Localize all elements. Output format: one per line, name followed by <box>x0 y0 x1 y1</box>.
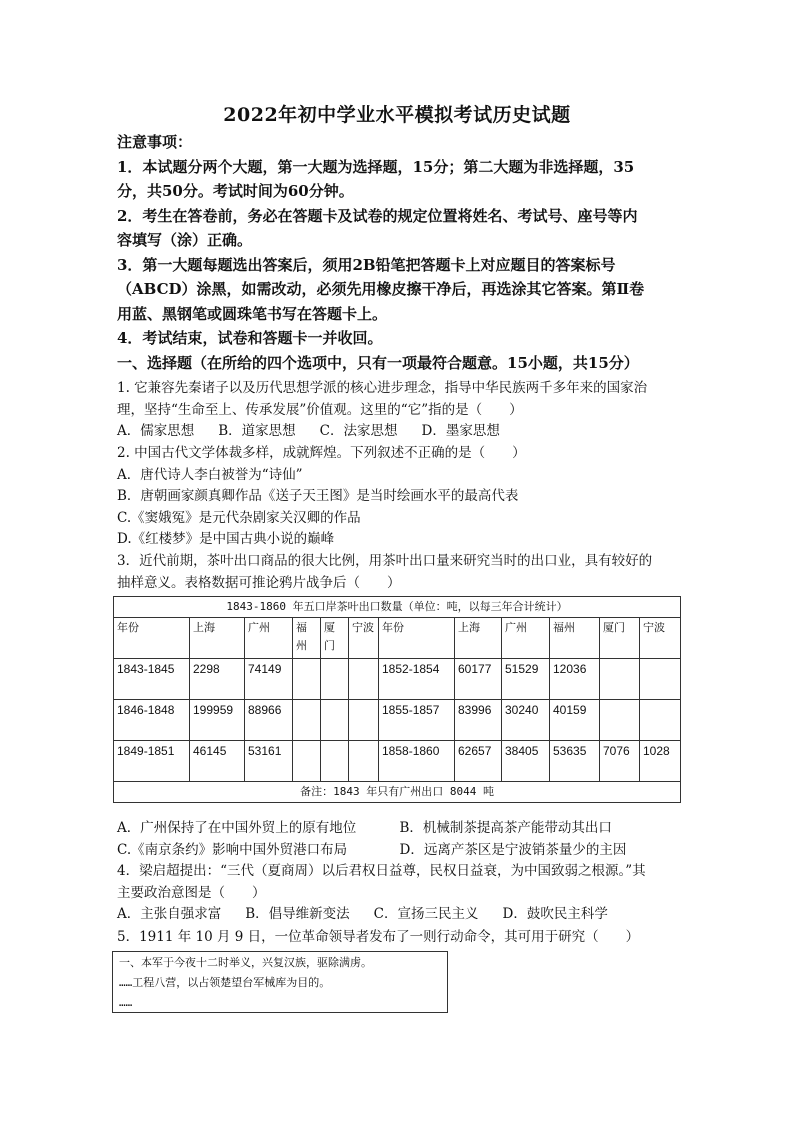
option-c: C.《南京条约》影响中国外贸港口布局 <box>117 841 348 858</box>
question-3-options <box>117 818 682 861</box>
table-cell: 46145 <box>190 741 245 782</box>
question-stem: 主要政治意图是（ ） <box>117 884 266 901</box>
option-d: D．鼓吹民主科学 <box>502 906 608 922</box>
table-cell <box>293 659 321 700</box>
notes-line: 4．考试结束，试卷和答题卡一并收回。 <box>117 329 383 347</box>
table-cell: 51529 <box>502 659 550 700</box>
question-stem: 理，坚持“生命至上、传承发展”价值观。这里的“它”指的是（ ） <box>117 401 523 418</box>
table-cell: 1849-1851 <box>114 741 190 782</box>
table-cell <box>600 700 640 741</box>
table-cell: 53161 <box>245 741 293 782</box>
table-cell: 40159 <box>550 700 600 741</box>
table-cell <box>349 659 379 700</box>
option-d: D．远离产茶区是宁波销茶量少的主因 <box>399 841 627 858</box>
notes-line: 3．第一大题每题选出答案后，须用2B铅笔把答题卡上对应题目的答案标号 <box>117 255 616 274</box>
option-b: B．机械制茶提高茶产能带动其出口 <box>399 820 612 836</box>
table-cell: 1843-1845 <box>114 659 190 700</box>
options-row <box>117 421 682 443</box>
question-2 <box>117 443 682 551</box>
table-cell: 199959 <box>190 700 245 741</box>
question-stem: 5．1911 年 10 月 9 日，一位革命领导者发布了一则行动命令，其可用于研究（ ） <box>117 929 640 945</box>
table-note: 备注：1843 年只有广州出口 8044 吨 <box>114 782 681 803</box>
table-cell: 83996 <box>455 700 502 741</box>
table-row <box>114 741 681 782</box>
table-row <box>114 700 681 741</box>
table-cell: 1852-1854 <box>379 659 455 700</box>
question-stem: 1. 它兼容先秦诸子以及历代思想学派的核心进步理念，指导中华民族两千多年来的国家治 <box>117 380 648 396</box>
order-line: ……工程八营，以占领楚望台军械库为目的。 <box>119 976 331 989</box>
question-3-stem <box>117 551 682 594</box>
notes-heading: 注意事项： <box>117 133 193 151</box>
table-header: 年份 <box>114 618 190 659</box>
table-cell: 88966 <box>245 700 293 741</box>
question-stem: 抽样意义。表格数据可推论鸦片战争后（ ） <box>117 574 401 591</box>
table-header: 广州 <box>245 618 293 659</box>
table-cell <box>640 700 681 741</box>
table-cell <box>349 741 379 782</box>
table-cell: 30240 <box>502 700 550 741</box>
option-c: C．宣扬三民主义 <box>373 906 479 922</box>
table-header: 福州 <box>293 618 321 659</box>
exam-notes <box>117 130 682 375</box>
notes-line: 分，共50分。考试时间为60分钟。 <box>117 182 354 200</box>
order-line: 一、本军于今夜十二时举义，兴复汉族，驱除满虏。 <box>119 956 372 969</box>
table-header: 广州 <box>502 618 550 659</box>
option-b: B．唐朝画家颜真卿作品《送子天王图》是当时绘画水平的最高代表 <box>117 488 519 504</box>
question-1 <box>117 378 682 443</box>
options-row <box>117 840 682 862</box>
table-cell: 12036 <box>550 659 600 700</box>
table-cell <box>293 741 321 782</box>
question-stem: 3．近代前期，茶叶出口商品的很大比例，用茶叶出口量来研究当时的出口业，具有较好的 <box>117 553 653 569</box>
tea-export-table <box>113 596 681 803</box>
question-stem: 2. 中国古代文学体裁多样，成就辉煌。下列叙述不正确的是（ ） <box>117 445 526 461</box>
notes-line: 容填写（涂）正确。 <box>117 231 253 249</box>
table-cell: 1028 <box>640 741 681 782</box>
options-row <box>117 904 682 926</box>
table-row <box>114 659 681 700</box>
table-cell <box>293 700 321 741</box>
table-cell: 1846-1848 <box>114 700 190 741</box>
option-a: A．儒家思想 <box>117 423 195 439</box>
option-a: A．广州保持了在中国外贸上的原有地位 <box>117 820 357 836</box>
option-a: A．唐代诗人李白被誉为“诗仙” <box>117 466 303 483</box>
notes-line: 2．考生在答卷前，务必在答题卡及试卷的规定位置将姓名、考试号、座号等内 <box>117 206 638 225</box>
table-cell: 1855-1857 <box>379 700 455 741</box>
table-header: 上海 <box>455 618 502 659</box>
table-header: 宁波 <box>349 618 379 659</box>
table-cell <box>321 700 349 741</box>
option-c: C.《窦娥冤》是元代杂剧家关汉卿的作品 <box>117 509 361 526</box>
notes-line: 1．本试题分两个大题，第一大题为选择题，15分；第二大题为非选择题，35 <box>117 157 635 176</box>
table-cell: 62657 <box>455 741 502 782</box>
table-header: 上海 <box>190 618 245 659</box>
table-header-row <box>114 618 681 659</box>
option-b: B．道家思想 <box>218 423 296 439</box>
question-5 <box>117 927 682 949</box>
question-4 <box>117 861 682 926</box>
notes-line: 用蓝、黑钢笔或圆珠笔书写在答题卡上。 <box>117 304 388 323</box>
notes-line: （ABCD）涂黑，如需改动，必须先用橡皮擦干净后，再选涂其它答案。第Ⅱ卷 <box>117 280 645 298</box>
table-cell: 2298 <box>190 659 245 700</box>
table-header: 厦门 <box>600 618 640 659</box>
table-cell: 1858-1860 <box>379 741 455 782</box>
table-cell: 74149 <box>245 659 293 700</box>
table-cell <box>321 741 349 782</box>
question-stem: 4．梁启超提出：“三代（夏商周）以后君权日益尊，民权日益衰，为中国致弱之根源。”其 <box>117 863 646 879</box>
table-cell: 60177 <box>455 659 502 700</box>
section-heading: 一、选择题（在所给的四个选项中，只有一项最符合题意。15小题，共15分） <box>117 353 639 372</box>
option-a: A．主张自强求富 <box>117 906 222 922</box>
exam-title: 2022年初中学业水平模拟考试历史试题 <box>223 104 571 126</box>
table-cell <box>321 659 349 700</box>
option-d: D.《红楼梦》是中国古典小说的巅峰 <box>117 531 335 547</box>
table-header: 福州 <box>550 618 600 659</box>
table-cell <box>640 659 681 700</box>
table-header: 厦门 <box>321 618 349 659</box>
table-cell <box>349 700 379 741</box>
table-header: 年份 <box>379 618 455 659</box>
table-cell: 38405 <box>502 741 550 782</box>
order-text-box <box>112 951 448 1013</box>
options-row <box>117 818 682 840</box>
table-cell: 53635 <box>550 741 600 782</box>
option-d: D．墨家思想 <box>421 423 500 439</box>
option-c: C．法家思想 <box>319 423 398 439</box>
table-header: 宁波 <box>640 618 681 659</box>
order-line: …… <box>119 996 133 1009</box>
table-cell: 7076 <box>600 741 640 782</box>
table-cell <box>600 659 640 700</box>
table-caption: 1843-1860 年五口岸茶叶出口数量（单位：吨，以每三年合计统计） <box>114 597 681 618</box>
option-b: B．倡导维新变法 <box>245 906 350 922</box>
